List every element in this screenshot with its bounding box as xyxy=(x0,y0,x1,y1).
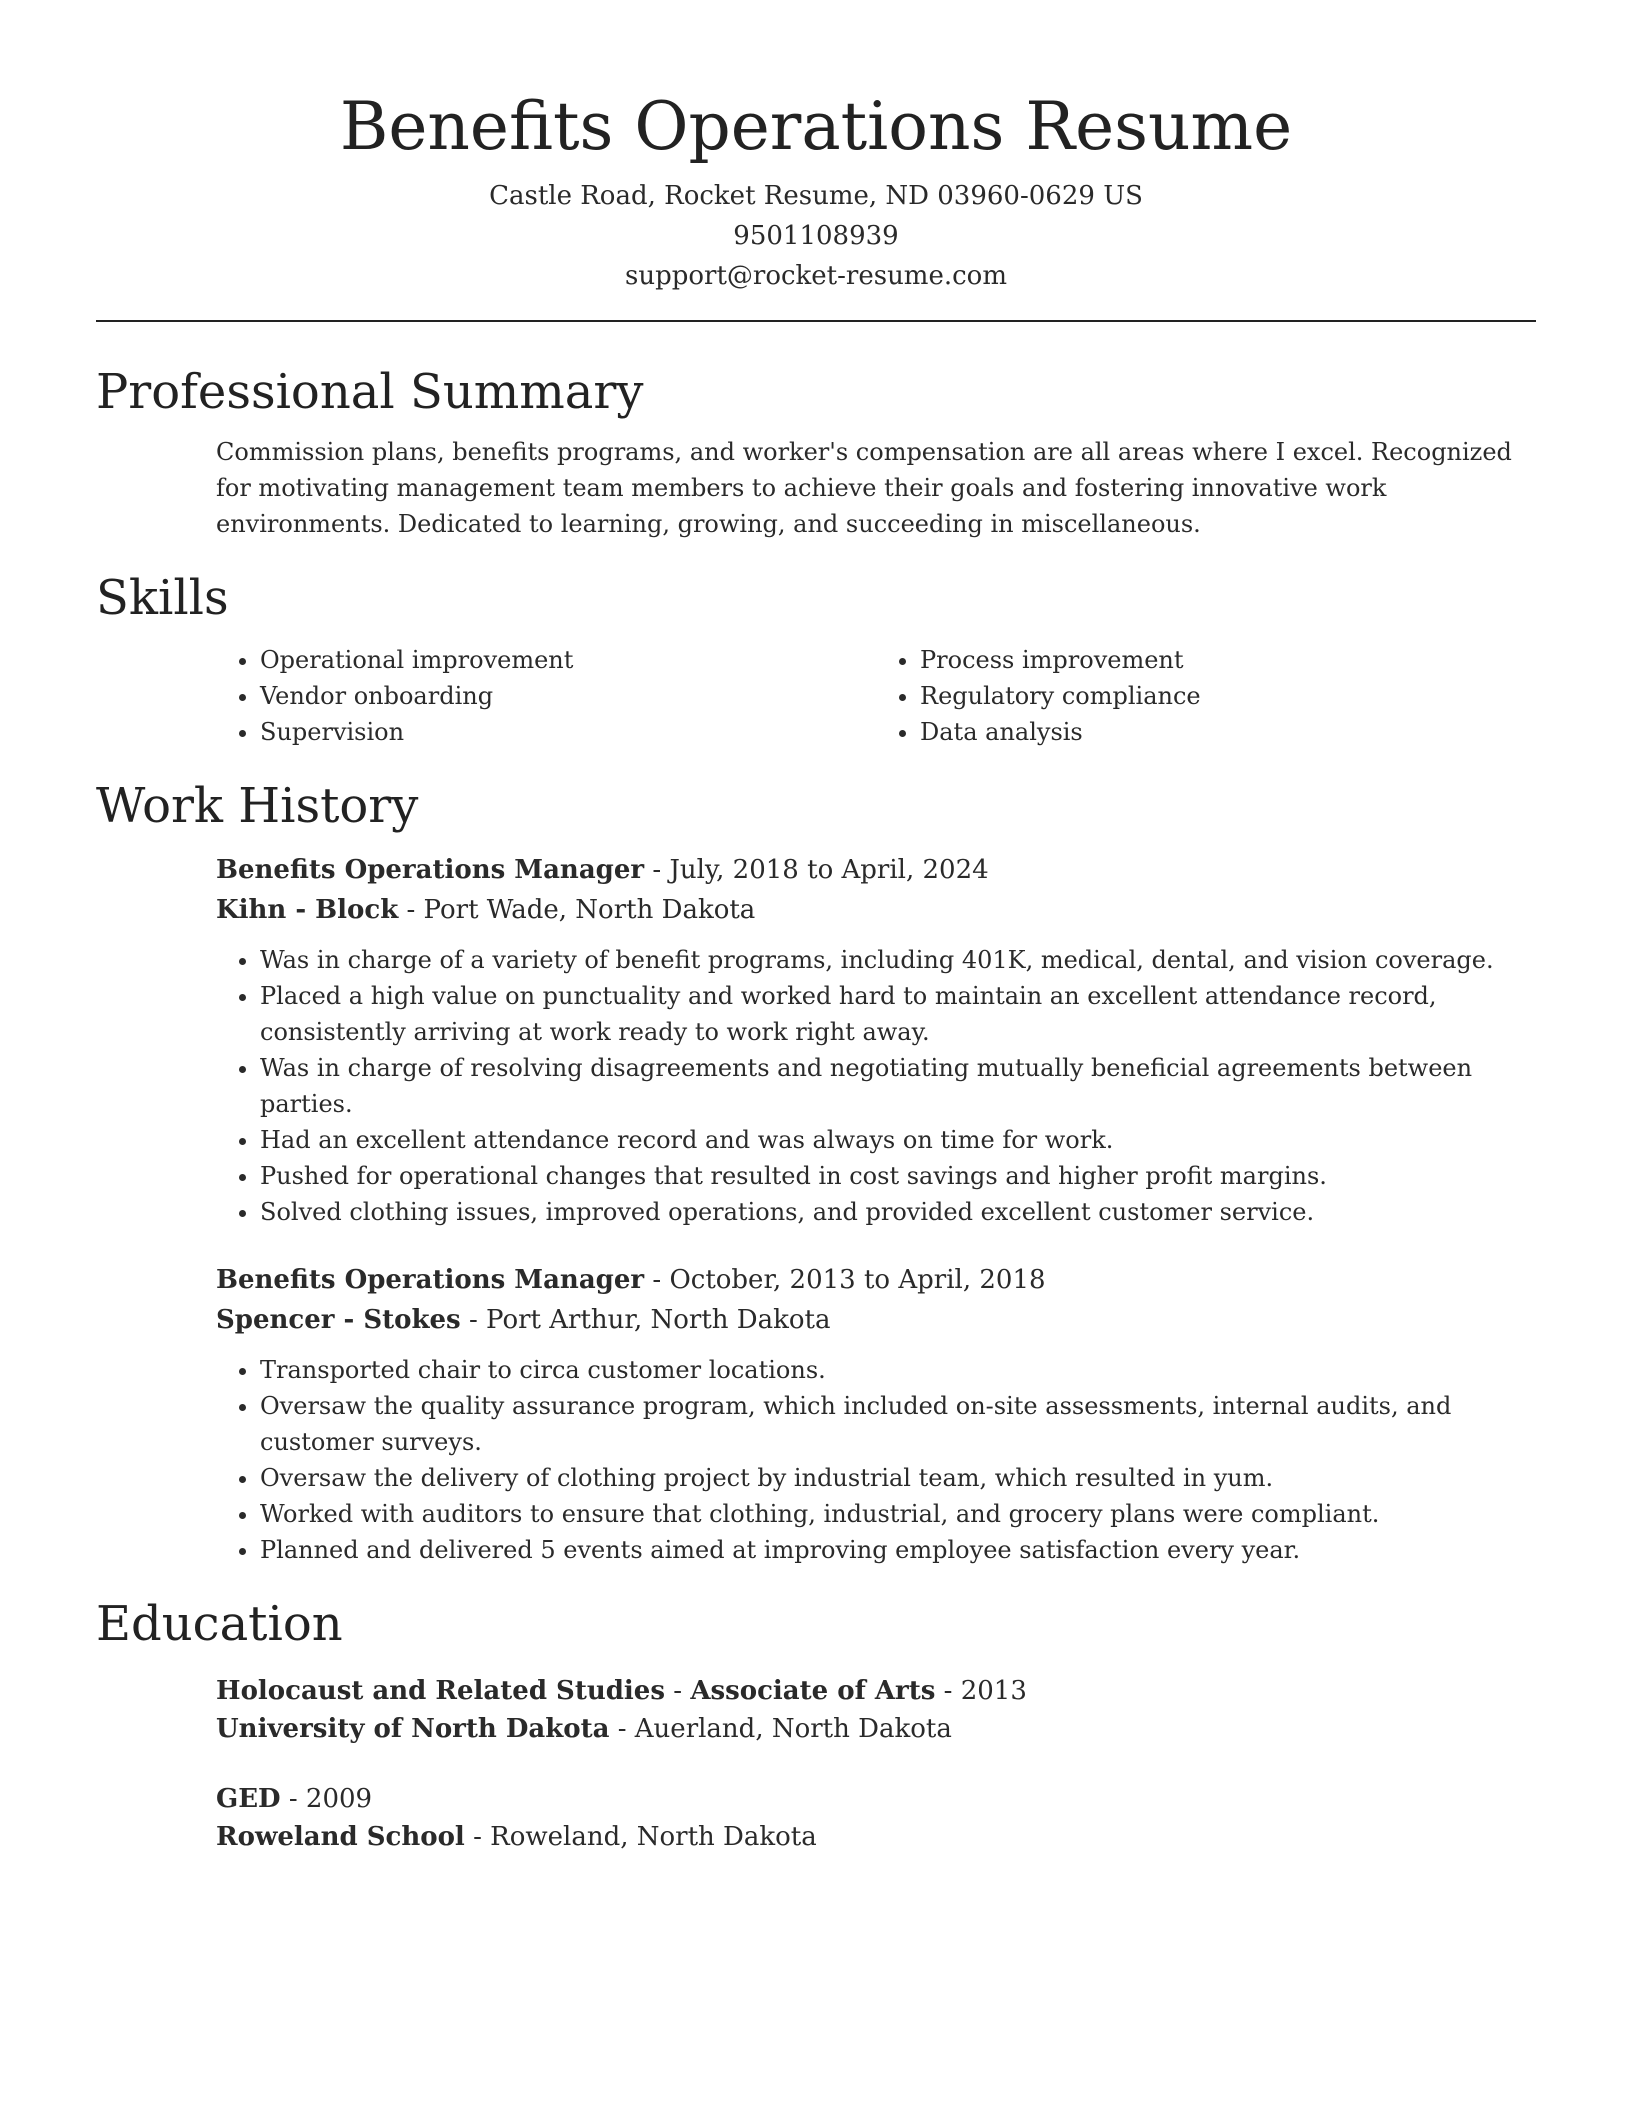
summary-heading: Professional Summary xyxy=(96,364,644,420)
separator: - xyxy=(617,1714,635,1744)
job-bullet: • Was in charge of a variety of benefit programs, including 401K, medical, dental, and vision coverage. xyxy=(260,942,1536,978)
separator: - xyxy=(652,1265,670,1295)
education-school: Roweland School xyxy=(216,1822,465,1852)
education-school: University of North Dakota xyxy=(216,1714,610,1744)
education-entry xyxy=(216,1780,1536,1856)
separator: - xyxy=(288,1784,306,1814)
job-position: Benefits Operations Manager xyxy=(216,1265,645,1295)
work-history-section xyxy=(96,776,1536,1568)
job-bullet: • Pushed for operational changes that resulted in cost savings and higher profit margins. xyxy=(260,1158,1536,1194)
job-bullet: • Had an excellent attendance record and was always on time for work. xyxy=(260,1122,1536,1158)
resume-title: Benefits Operations Resume xyxy=(339,88,1293,165)
job-dates: July, 2018 to April, 2024 xyxy=(669,855,989,885)
contact-phone: 9501108939 xyxy=(733,221,899,251)
job-dates: October, 2013 to April, 2018 xyxy=(669,1265,1046,1295)
separator: - xyxy=(673,1676,691,1706)
job-bullet: • Solved clothing issues, improved operations, and provided excellent customer service. xyxy=(260,1194,1536,1230)
education-degree: Associate of Arts xyxy=(690,1676,936,1706)
job-company: Kihn - Block xyxy=(216,895,399,925)
skills-column-left xyxy=(216,642,876,750)
job-bullet: • Oversaw the delivery of clothing project by industrial team, which resulted in yum. xyxy=(260,1460,1536,1496)
job-entry xyxy=(216,1260,1536,1568)
job-company: Spencer - Stokes xyxy=(216,1305,461,1335)
job-location: Port Wade, North Dakota xyxy=(423,895,756,925)
job-bullet: • Oversaw the quality assurance program, which included on-site assessments, internal audits, and customer surveys. xyxy=(260,1388,1536,1460)
separator: - xyxy=(406,895,424,925)
job-bullet: • Worked with auditors to ensure that clothing, industrial, and grocery plans were compliant. xyxy=(260,1496,1536,1532)
education-year: 2013 xyxy=(960,1676,1027,1706)
skills-section xyxy=(96,568,1536,750)
job-bullet: • Was in charge of resolving disagreements and negotiating mutually beneficial agreements between parties. xyxy=(260,1050,1536,1122)
education-entry xyxy=(216,1672,1536,1748)
job-bullet: • Transported chair to circa customer locations. xyxy=(260,1352,1536,1388)
education-location: Roweland, North Dakota xyxy=(490,1822,817,1852)
job-title-line xyxy=(216,850,1536,890)
education-section xyxy=(96,1594,1536,1856)
summary-text: Commission plans, benefits programs, and worker's compensation are all areas where I excel. Recognized for motivating management team members to achieve their goals and fostering innovative work environments. Dedicated to learning, growing, and succeeding in miscellaneous. xyxy=(216,438,1512,538)
job-company-line xyxy=(216,890,1536,930)
education-degree-line xyxy=(216,1672,1536,1710)
work-history-heading: Work History xyxy=(96,778,419,834)
separator: - xyxy=(943,1676,961,1706)
job-title-line xyxy=(216,1260,1536,1300)
skill-item: • Supervision xyxy=(260,714,876,750)
education-heading: Education xyxy=(96,1596,343,1652)
job-company-line xyxy=(216,1300,1536,1340)
education-field: Holocaust and Related Studies xyxy=(216,1676,665,1706)
education-year: 2009 xyxy=(305,1784,373,1814)
job-bullets xyxy=(216,942,1536,1230)
skill-item: • Data analysis xyxy=(920,714,1536,750)
resume-header xyxy=(96,84,1536,296)
job-entry xyxy=(216,850,1536,1230)
skills-heading: Skills xyxy=(96,570,229,626)
skill-item: • Regulatory compliance xyxy=(920,678,1536,714)
skill-item: • Vendor onboarding xyxy=(260,678,876,714)
skills-column-right xyxy=(876,642,1536,750)
skill-item: • Process improvement xyxy=(920,642,1536,678)
separator: - xyxy=(473,1822,491,1852)
job-bullets xyxy=(216,1352,1536,1568)
summary-section xyxy=(96,362,1536,542)
contact-email: support@rocket-resume.com xyxy=(624,261,1007,291)
separator: - xyxy=(652,855,670,885)
education-school-line xyxy=(216,1710,1536,1748)
header-divider xyxy=(96,320,1536,322)
contact-address: Castle Road, Rocket Resume, ND 03960-0629 US xyxy=(489,181,1143,211)
education-location: Auerland, North Dakota xyxy=(634,1714,952,1744)
job-location: Port Arthur, North Dakota xyxy=(486,1305,831,1335)
education-school-line xyxy=(216,1818,1536,1856)
job-bullet: • Planned and delivered 5 events aimed at improving employee satisfaction every year. xyxy=(260,1532,1536,1568)
skill-item: • Operational improvement xyxy=(260,642,876,678)
education-degree-line xyxy=(216,1780,1536,1818)
education-degree: GED xyxy=(216,1784,281,1814)
separator: - xyxy=(468,1305,487,1335)
skills-grid xyxy=(216,642,1536,750)
job-bullet: • Placed a high value on punctuality and worked hard to maintain an excellent attendance record, consistently arriving at work ready to work right away. xyxy=(260,978,1536,1050)
job-position: Benefits Operations Manager xyxy=(216,855,645,885)
